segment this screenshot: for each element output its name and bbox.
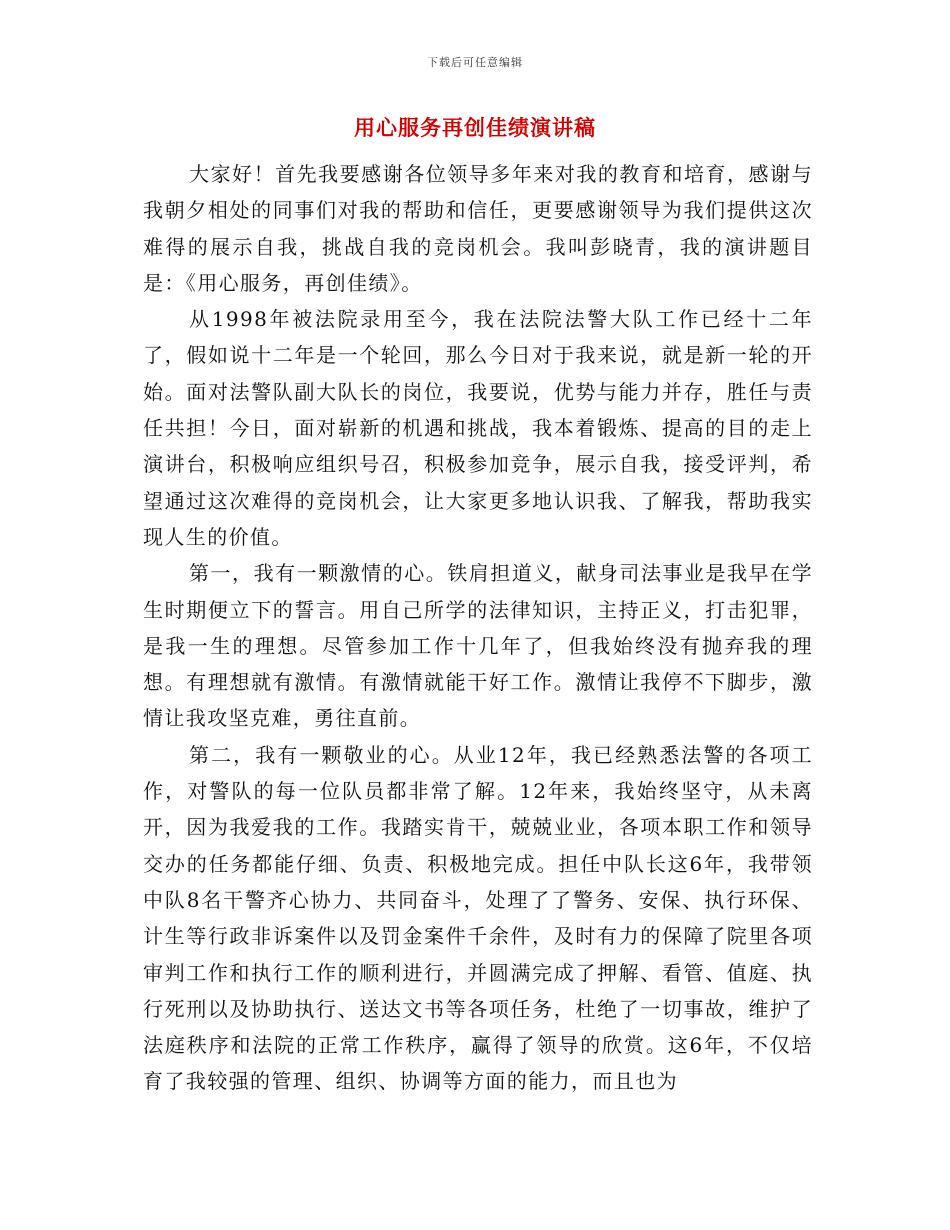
document-title: 用心服务再创佳绩演讲稿 <box>354 115 596 140</box>
paragraph-passion: 第一，我有一颗激情的心。铁肩担道义，献身司法事业是我早在学生时期便立下的誓言。用自己所学的法律知识，主持正义，打击犯罪，是我一生的理想。尽管参加工作十几年了，但我始终没有抛弃我的理想。有理想就有激情。有激情就能干好工作。激情让我停不下脚步，激情让我攻坚克难，勇往直前。 <box>143 561 813 731</box>
page-header-note: 下载后可任意编辑 <box>427 56 523 69</box>
paragraph-greeting: 大家好！首先我要感谢各位领导多年来对我的教育和培育，感谢与我朝夕相处的同事们对我的帮助和信任，更要感谢领导为我们提供这次难得的展示自我，挑战自我的竞岗机会。我叫彭晓青，我的演讲题目是：《用心服务，再创佳绩》。 <box>143 162 813 295</box>
paragraph-career: 从1998年被法院录用至今，我在法院法警大队工作已经十二年了，假如说十二年是一个轮回，那么今日对于我来说，就是新一轮的开始。面对法警队副大队长的岗位，我要说，优势与能力并存，胜任与责任共担！今日，面对崭新的机遇和挑战，我本着锻炼、提高的目的走上演讲台，积极响应组织号召，积极参加竞争，展示自我，接受评判，希望通过这次难得的竞岗机会，让大家更多地认识我、了解我，帮助我实现人生的价值。 <box>143 307 813 549</box>
paragraph-dedication: 第二，我有一颗敬业的心。从业12年，我已经熟悉法警的各项工作，对警队的每一位队员都非常了解。12年来，我始终坚守，从未离开，因为我爱我的工作。我踏实肯干，兢兢业业，各项本职工作和领导交办的任务都能仔细、负责、积极地完成。担任中队长这6年，我带领中队8名干警齐心协力、共同奋斗，处理了了警务、安保、执行环保、计生等行政非诉案件以及罚金案件千余件，及时有力的保障了院里各项审判工作和执行工作的顺利进行，并圆满完成了押解、看管、值庭、执行死刑以及协助执行、送达文书等各项任务，杜绝了一切事故，维护了法庭秩序和法院的正常工作秩序，赢得了领导的欣赏。这6年，不仅培育了我较强的管理、组织、协调等方面的能力，而且也为 <box>143 742 813 1094</box>
document-body <box>143 156 813 1100</box>
